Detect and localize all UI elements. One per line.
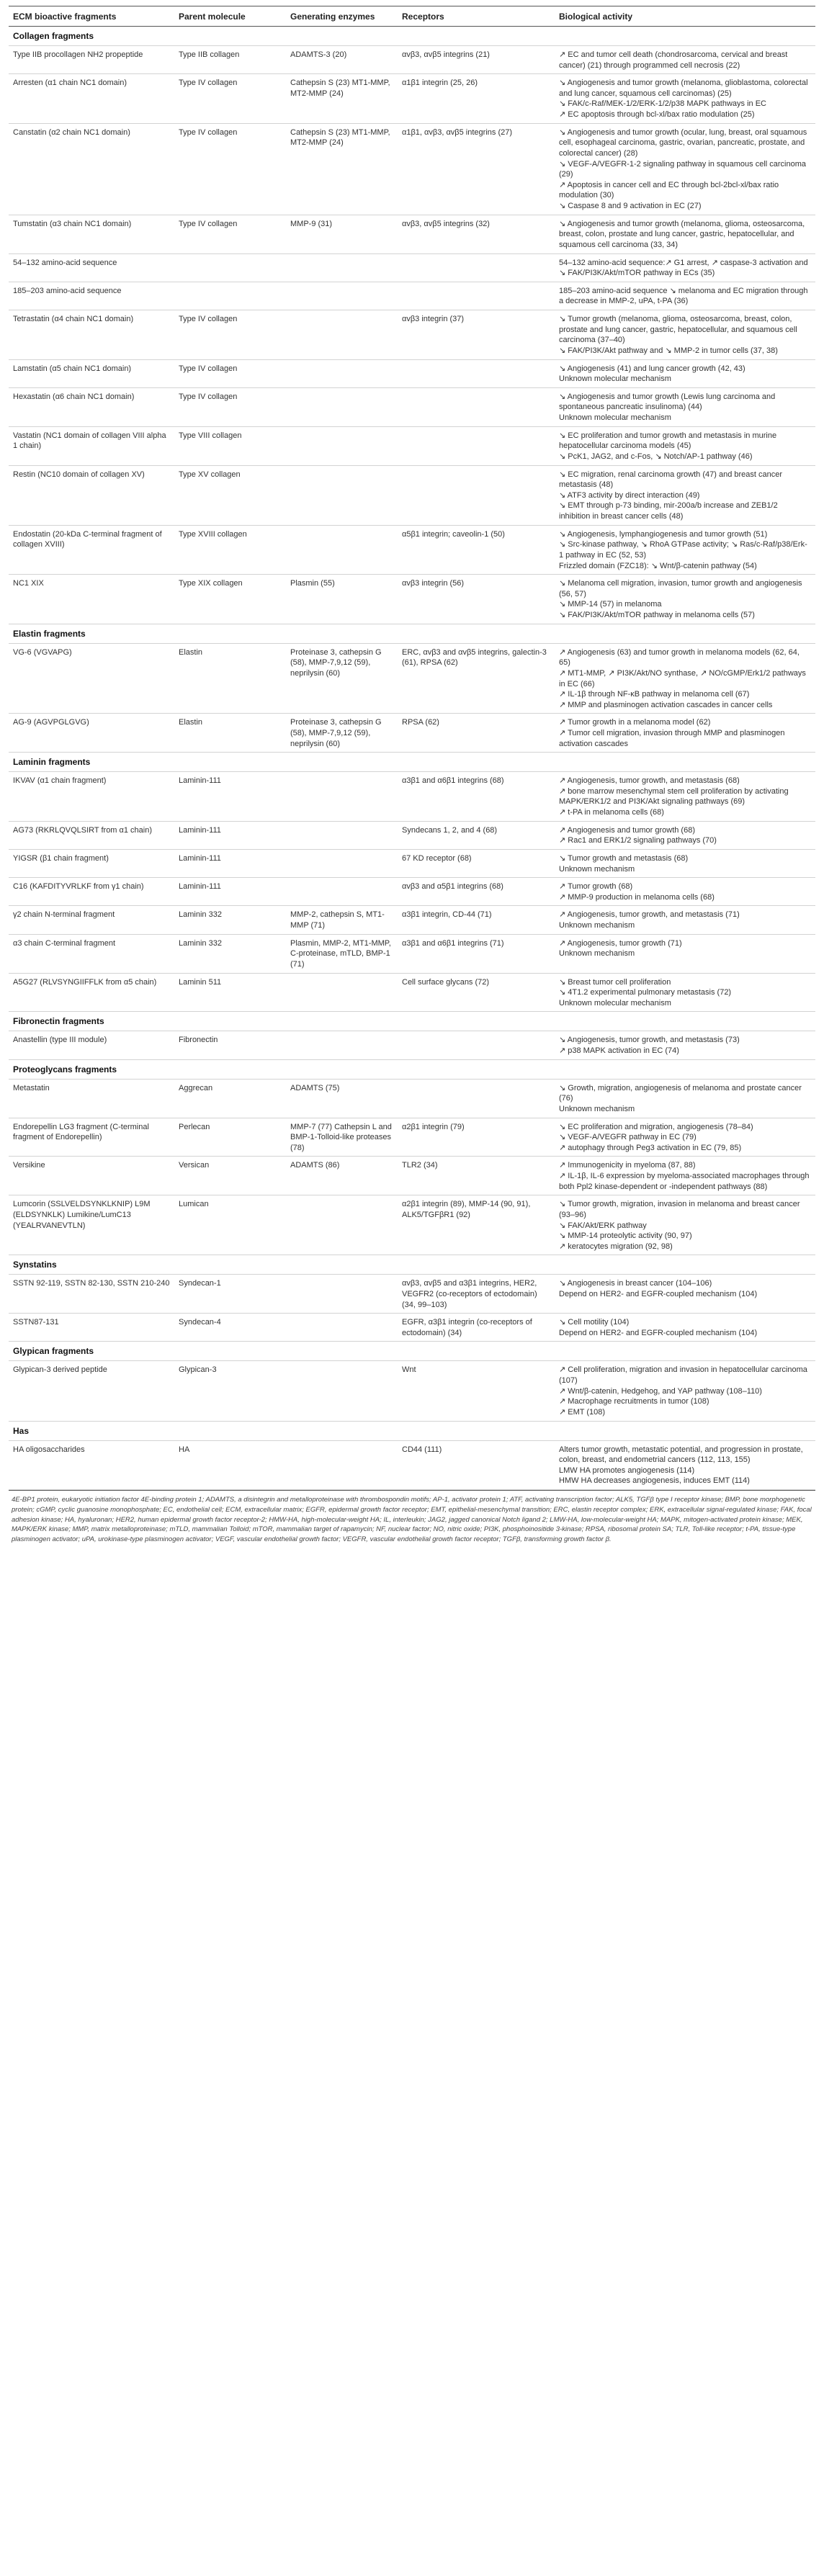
activity-line: ↗ t-PA in melanoma cells (68) — [559, 808, 664, 817]
activity-line: Unknown mechanism — [559, 864, 635, 874]
activity-line: ↗ bone marrow mesenchymal stem cell proliferation by activating MAPK/ERK1/2 and PI3K/Akt signaling pathways (69) — [559, 786, 789, 807]
cell-biological-activity — [555, 426, 815, 465]
activity-line: Unknown mechanism — [559, 1104, 635, 1113]
cell-biological-activity — [555, 849, 815, 877]
cell-generating-enzymes — [286, 1031, 398, 1059]
cell-parent-molecule: Type IV collagen — [174, 359, 286, 387]
section-title: Fibronectin fragments — [9, 1012, 815, 1031]
cell-biological-activity — [555, 1157, 815, 1195]
activity-line: 54–132 amino-acid sequence:↗ G1 arrest, ↗ caspase-3 activation and ↘ FAK/PI3K/Akt/mTOR pathway in ECs (35) — [559, 258, 808, 278]
cell-receptors — [398, 1031, 555, 1059]
section-row — [9, 27, 815, 46]
activity-line: ↘ FAK/PI3K/Akt pathway and ↘ MMP-2 in tumor cells (37, 38) — [559, 346, 778, 355]
section-row — [9, 624, 815, 643]
cell-biological-activity — [555, 906, 815, 934]
cell-generating-enzymes: MMP-9 (31) — [286, 215, 398, 253]
activity-line: ↘ EC migration, renal carcinoma growth (47) and breast cancer metastasis (48) — [559, 470, 783, 490]
cell-biological-activity — [555, 1361, 815, 1421]
cell-receptors: CD44 (111) — [398, 1440, 555, 1490]
cell-biological-activity — [555, 1314, 815, 1342]
activity-line: ↗ Angiogenesis, tumor growth, and metastasis (71) — [559, 910, 740, 920]
cell-fragment: SSTN87-131 — [9, 1314, 174, 1342]
activity-line: ↘ EMT through p-73 binding, mir-200a/b increase and ZEB1/2 inhibition in breast cancer cells (48) — [559, 501, 778, 521]
cell-parent-molecule: Perlecan — [174, 1118, 286, 1157]
cell-receptors — [398, 387, 555, 426]
activity-line: ↘ Breast tumor cell proliferation — [559, 977, 671, 987]
table-row — [9, 1031, 815, 1059]
activity-line: ↗ Tumor growth (68) — [559, 882, 633, 892]
activity-line: ↘ Angiogenesis and tumor growth (ocular, lung, breast, oral squamous cell, esophageal carcinoma, gastric, ovarian, pancreatic, prostate, and colorectal cancer) (28) — [559, 127, 807, 158]
activity-line: 185–203 amino-acid sequence ↘ melanoma and EC migration through a decrease in MMP-2, uPA, t-PA (36) — [559, 286, 808, 306]
activity-line: ↗ Cell proliferation, migration and invasion in hepatocellular carcinoma (107) — [559, 1365, 807, 1386]
cell-fragment: Tetrastatin (α4 chain NC1 domain) — [9, 310, 174, 360]
activity-line: ↗ Immunogenicity in myeloma (87, 88) — [559, 1161, 696, 1170]
cell-biological-activity — [555, 282, 815, 310]
activity-line: Unknown molecular mechanism — [559, 413, 671, 423]
activity-line: Depend on HER2- and EGFR-coupled mechanism (104) — [559, 1289, 758, 1298]
cell-fragment: Endostatin (20-kDa C-terminal fragment of collagen XVIII) — [9, 525, 174, 575]
activity-line: HMW HA decreases angiogenesis, induces EMT (114) — [559, 1476, 750, 1486]
cell-generating-enzymes — [286, 1314, 398, 1342]
table-row — [9, 849, 815, 877]
cell-generating-enzymes: ADAMTS (75) — [286, 1079, 398, 1118]
activity-line: ↘ Angiogenesis and tumor growth (melanoma, glioma, osteosarcoma, breast, colon, prostate and lung cancer, gastric, hepatocellular, and squamous cell carcinoma (33, 34) — [559, 219, 805, 249]
cell-parent-molecule — [174, 253, 286, 282]
cell-biological-activity — [555, 714, 815, 753]
table-row — [9, 1157, 815, 1195]
activity-line: ↘ 4T1.2 experimental pulmonary metastasis (72) — [559, 988, 732, 997]
table-row — [9, 714, 815, 753]
cell-receptors: αvβ3, αvβ5 integrins (21) — [398, 45, 555, 73]
table-row — [9, 1275, 815, 1314]
table-footnote: 4E-BP1 protein, eukaryotic initiation factor 4E-binding protein 1; ADAMTS, a disintegrin and metalloproteinase with thrombospondin motifs; AP-1, activator protein 1; ATF, activating transcription factor; ALK5, TGFβ type I receptor kinase; BMP, bone morphogenetic protein; cGMP, cyclic guanosine monophosphate; EC, endothelial cell; ECM, extracellular matrix; EGFR, epidermal growth factor receptor; EMT, epithelial-mesenchymal transition; ERC, elastin receptor complex; ERK, extracellular signal-regulated kinase; FAK, focal adhesion kinase; HA, hyaluronan; HER2, human epidermal growth factor receptor-2; HMW-HA, high-molecular-weight HA; IL, interleukin; JAG2, jagged canonical Notch ligand 2; LMW-HA, low-molecular-weight HA; MAPK, mitogen-activated protein kinase; MEK, MAPK/ERK kinase; MMP, matrix metalloproteinase; mTLD, mammalian Tolloid; mTOR, mammalian target of rapamycin; NF, nuclear factor; NO, nitric oxide; PI3K, phosphoinositide 3-kinase; RPSA, ribosomal protein SA; TLR, Toll-like receptor; t-PA, tissue-type plasminogen activator; uPA, urokinase-type plasminogen activator; VEGF, vascular endothelial growth factor; VEGFR, vascular endothelial growth factor receptor; TGFβ, transforming growth factor β. — [9, 1490, 815, 1545]
cell-receptors: α2β1 integrin (89), MMP-14 (90, 91), ALK5/TGFβR1 (92) — [398, 1195, 555, 1255]
activity-line: ↘ Angiogenesis and tumor growth (melanoma, glioblastoma, colorectal and lung cancer, squamous cell carcinomas) (25) — [559, 78, 808, 98]
cell-fragment: IKVAV (α1 chain fragment) — [9, 772, 174, 822]
activity-line: Unknown mechanism — [559, 921, 635, 930]
activity-line: ↘ MMP-14 proteolytic activity (90, 97) — [559, 1231, 692, 1241]
activity-line: ↘ Angiogenesis and tumor growth (Lewis lung carcinoma and spontaneous pancreatic insulinoma) (44) — [559, 392, 776, 412]
activity-line: Unknown molecular mechanism — [559, 374, 671, 384]
cell-fragment: Glypican-3 derived peptide — [9, 1361, 174, 1421]
table-row — [9, 906, 815, 934]
cell-generating-enzymes: Proteinase 3, cathepsin G (58), MMP-7,9,12 (59), neprilysin (60) — [286, 714, 398, 753]
section-title: Laminin fragments — [9, 753, 815, 772]
cell-biological-activity — [555, 643, 815, 714]
cell-parent-molecule — [174, 282, 286, 310]
section-row — [9, 1255, 815, 1275]
cell-fragment: SSTN 92-119, SSTN 82-130, SSTN 210-240 — [9, 1275, 174, 1314]
section-row — [9, 753, 815, 772]
activity-line: ↘ Tumor growth and metastasis (68) — [559, 853, 689, 863]
activity-line: ↘ VEGF-A/VEGFR pathway in EC (79) — [559, 1133, 697, 1142]
table-row — [9, 643, 815, 714]
cell-biological-activity — [555, 878, 815, 906]
cell-fragment: AG73 (RKRLQVQLSIRT from α1 chain) — [9, 821, 174, 849]
cell-biological-activity — [555, 1195, 815, 1255]
cell-fragment: α3 chain C-terminal fragment — [9, 934, 174, 973]
cell-generating-enzymes — [286, 426, 398, 465]
cell-biological-activity — [555, 45, 815, 73]
cell-parent-molecule: Syndecan-1 — [174, 1275, 286, 1314]
activity-line: ↘ Growth, migration, angiogenesis of melanoma and prostate cancer (76) — [559, 1083, 802, 1103]
activity-line: ↘ Cell motility (104) — [559, 1318, 630, 1327]
cell-fragment: Metastatin — [9, 1079, 174, 1118]
table-row — [9, 387, 815, 426]
header-fragments: ECM bioactive fragments — [9, 6, 174, 27]
activity-line: ↗ Macrophage recruitments in tumor (108) — [559, 1397, 709, 1406]
cell-biological-activity — [555, 1118, 815, 1157]
cell-fragment: Lumcorin (SSLVELDSYNKLKNIP) L9M (ELDSYNKLK) Lumikine/LumC13 (YEALRVANEVTLN) — [9, 1195, 174, 1255]
cell-receptors: αvβ3 and α5β1 integrins (68) — [398, 878, 555, 906]
cell-fragment: A5G27 (RLVSYNGIIFFLK from α5 chain) — [9, 973, 174, 1012]
cell-receptors — [398, 1079, 555, 1118]
cell-parent-molecule: Type XV collagen — [174, 465, 286, 525]
table-row — [9, 282, 815, 310]
activity-line: ↘ VEGF-A/VEGFR-1-2 signaling pathway in squamous cell carcinoma (29) — [559, 159, 807, 179]
cell-parent-molecule: Laminin 332 — [174, 906, 286, 934]
activity-line: ↘ Melanoma cell migration, invasion, tumor growth and angiogenesis (56, 57) — [559, 579, 802, 598]
cell-receptors: Wnt — [398, 1361, 555, 1421]
activity-line: ↘ MMP-14 (57) in melanoma — [559, 600, 662, 609]
cell-generating-enzymes — [286, 282, 398, 310]
cell-fragment: C16 (KAFDITYVRLKF from γ1 chain) — [9, 878, 174, 906]
activity-line: Frizzled domain (FZC18): ↘ Wnt/β-catenin pathway (54) — [559, 561, 757, 570]
cell-generating-enzymes: Cathepsin S (23) MT1-MMP, MT2-MMP (24) — [286, 74, 398, 124]
activity-line: ↗ EC apoptosis through bcl-xl/bax ratio modulation (25) — [559, 110, 755, 120]
activity-line: ↘ Angiogenesis, lymphangiogenesis and tumor growth (51) — [559, 529, 768, 539]
cell-generating-enzymes: Proteinase 3, cathepsin G (58), MMP-7,9,12 (59), neprilysin (60) — [286, 643, 398, 714]
cell-fragment: AG-9 (AGVPGLGVG) — [9, 714, 174, 753]
cell-generating-enzymes — [286, 465, 398, 525]
cell-biological-activity — [555, 123, 815, 215]
activity-line: ↘ FAK/c-Raf/MEK-1/2/ERK-1/2/p38 MAPK pathways in EC — [559, 99, 766, 109]
cell-parent-molecule: Aggrecan — [174, 1079, 286, 1118]
cell-generating-enzymes — [286, 359, 398, 387]
cell-parent-molecule: Laminin-111 — [174, 821, 286, 849]
activity-line: ↗ Angiogenesis, tumor growth (71) — [559, 938, 682, 948]
cell-generating-enzymes — [286, 849, 398, 877]
cell-biological-activity — [555, 465, 815, 525]
cell-fragment: VG-6 (VGVAPG) — [9, 643, 174, 714]
cell-generating-enzymes — [286, 772, 398, 822]
table-row — [9, 253, 815, 282]
cell-biological-activity — [555, 215, 815, 253]
section-title: Synstatins — [9, 1255, 815, 1275]
activity-line: Alters tumor growth, metastatic potential, and progression in prostate, colon, breast, and endometrial cancers (112, 113, 155) — [559, 1445, 803, 1465]
header-parent-molecule: Parent molecule — [174, 6, 286, 27]
cell-parent-molecule: Type IV collagen — [174, 215, 286, 253]
cell-generating-enzymes: Plasmin, MMP-2, MT1-MMP, C-proteinase, mTLD, BMP-1 (71) — [286, 934, 398, 973]
activity-line: ↗ MMP-9 production in melanoma cells (68) — [559, 892, 715, 902]
activity-line: ↗ EMT (108) — [559, 1407, 606, 1417]
activity-line: ↘ Angiogenesis (41) and lung cancer growth (42, 43) — [559, 364, 745, 373]
table-row — [9, 821, 815, 849]
section-row — [9, 1012, 815, 1031]
cell-generating-enzymes: MMP-2, cathepsin S, MT1-MMP (71) — [286, 906, 398, 934]
table-body — [9, 27, 815, 1490]
activity-line: ↗ Angiogenesis (63) and tumor growth in melanoma models (62, 64, 65) — [559, 647, 800, 668]
header-receptors: Receptors — [398, 6, 555, 27]
cell-fragment: Hexastatin (α6 chain NC1 domain) — [9, 387, 174, 426]
cell-fragment: Versikine — [9, 1157, 174, 1195]
cell-receptors: α3β1 and α6β1 integrins (68) — [398, 772, 555, 822]
cell-biological-activity — [555, 310, 815, 360]
cell-biological-activity — [555, 934, 815, 973]
cell-parent-molecule: Laminin 511 — [174, 973, 286, 1012]
activity-line: ↘ Angiogenesis in breast cancer (104–106) — [559, 1279, 712, 1288]
cell-parent-molecule: Lumican — [174, 1195, 286, 1255]
table-row — [9, 45, 815, 73]
activity-line: ↘ Src-kinase pathway, ↘ RhoA GTPase activity; ↘ Ras/c-Raf/p38/Erk-1 pathway in EC (52, 53) — [559, 540, 807, 560]
section-title: Has — [9, 1421, 815, 1440]
table-row — [9, 878, 815, 906]
cell-parent-molecule: HA — [174, 1440, 286, 1490]
cell-parent-molecule: Type IV collagen — [174, 387, 286, 426]
cell-parent-molecule: Type IV collagen — [174, 310, 286, 360]
cell-receptors — [398, 426, 555, 465]
section-row — [9, 1059, 815, 1079]
cell-receptors: Cell surface glycans (72) — [398, 973, 555, 1012]
cell-parent-molecule: Type IV collagen — [174, 74, 286, 124]
section-row — [9, 1421, 815, 1440]
activity-line: Unknown mechanism — [559, 949, 635, 959]
table-row — [9, 1079, 815, 1118]
cell-fragment: YIGSR (β1 chain fragment) — [9, 849, 174, 877]
cell-fragment: HA oligosaccharides — [9, 1440, 174, 1490]
table-row — [9, 426, 815, 465]
cell-receptors: α1β1 integrin (25, 26) — [398, 74, 555, 124]
cell-receptors — [398, 465, 555, 525]
section-title: Collagen fragments — [9, 27, 815, 46]
activity-line: ↗ MT1-MMP, ↗ PI3K/Akt/NO synthase, ↗ NO/cGMP/Erk1/2 pathways in EC (66) — [559, 668, 806, 688]
cell-fragment: NC1 XIX — [9, 575, 174, 624]
cell-biological-activity — [555, 1440, 815, 1490]
cell-generating-enzymes — [286, 1195, 398, 1255]
section-title: Glypican fragments — [9, 1342, 815, 1361]
cell-fragment: Anastellin (type III module) — [9, 1031, 174, 1059]
activity-line: ↗ IL-1β through NF-κB pathway in melanoma cell (67) — [559, 690, 750, 699]
cell-biological-activity — [555, 1275, 815, 1314]
cell-generating-enzymes: ADAMTS-3 (20) — [286, 45, 398, 73]
cell-receptors: ERC, αvβ3 and αvβ5 integrins, galectin-3 (61), RPSA (62) — [398, 643, 555, 714]
activity-line: ↘ ATF3 activity by direct interaction (49) — [559, 490, 700, 500]
cell-receptors: Syndecans 1, 2, and 4 (68) — [398, 821, 555, 849]
section-title: Proteoglycans fragments — [9, 1059, 815, 1079]
cell-generating-enzymes — [286, 1440, 398, 1490]
cell-parent-molecule: Elastin — [174, 643, 286, 714]
cell-parent-molecule: Glypican-3 — [174, 1361, 286, 1421]
cell-generating-enzymes — [286, 525, 398, 575]
cell-receptors: RPSA (62) — [398, 714, 555, 753]
document — [9, 6, 815, 1545]
cell-biological-activity — [555, 359, 815, 387]
activity-line: ↘ EC proliferation and tumor growth and metastasis in murine hepatocellular carcinoma models (45) — [559, 431, 777, 451]
table-row — [9, 1440, 815, 1490]
cell-generating-enzymes: MMP-7 (77) Cathepsin L and BMP-1-Tolloid-like proteases (78) — [286, 1118, 398, 1157]
table-row — [9, 1195, 815, 1255]
activity-line: ↘ PcK1, JAG2, and c-Fos, ↘ Notch/AP-1 pathway (46) — [559, 452, 753, 461]
cell-receptors: αvβ3, αvβ5 and α3β1 integrins, HER2, VEGFR2 (co-receptors of ectodomain) (34, 99–103) — [398, 1275, 555, 1314]
cell-receptors — [398, 253, 555, 282]
table-row — [9, 123, 815, 215]
table-row — [9, 359, 815, 387]
cell-biological-activity — [555, 74, 815, 124]
activity-line: ↗ Rac1 and ERK1/2 signaling pathways (70) — [559, 836, 717, 845]
cell-fragment: Canstatin (α2 chain NC1 domain) — [9, 123, 174, 215]
table-row — [9, 1314, 815, 1342]
cell-parent-molecule: Elastin — [174, 714, 286, 753]
activity-line: ↗ Angiogenesis, tumor growth, and metastasis (68) — [559, 776, 740, 786]
cell-biological-activity — [555, 821, 815, 849]
table-row — [9, 215, 815, 253]
cell-generating-enzymes — [286, 878, 398, 906]
activity-line: ↗ p38 MAPK activation in EC (74) — [559, 1046, 679, 1056]
table-row — [9, 1361, 815, 1421]
cell-receptors — [398, 359, 555, 387]
cell-parent-molecule: Fibronectin — [174, 1031, 286, 1059]
cell-generating-enzymes — [286, 310, 398, 360]
activity-line: ↗ autophagy through Peg3 activation in EC (79, 85) — [559, 1143, 742, 1152]
cell-generating-enzymes: ADAMTS (86) — [286, 1157, 398, 1195]
activity-line: ↘ FAK/PI3K/Akt/mTOR pathway in melanoma cells (57) — [559, 611, 755, 620]
cell-receptors: α3β1 integrin, CD-44 (71) — [398, 906, 555, 934]
cell-generating-enzymes — [286, 1361, 398, 1421]
activity-line: ↘ EC proliferation and migration, angiogenesis (78–84) — [559, 1122, 753, 1131]
cell-receptors — [398, 282, 555, 310]
cell-parent-molecule: Type IIB collagen — [174, 45, 286, 73]
cell-receptors: α3β1 and α6β1 integrins (71) — [398, 934, 555, 973]
cell-parent-molecule: Type IV collagen — [174, 123, 286, 215]
header-generating-enzymes: Generating enzymes — [286, 6, 398, 27]
activity-line: ↗ Apoptosis in cancer cell and EC through bcl-2bcl-xl/bax ratio modulation (30) — [559, 180, 779, 200]
cell-parent-molecule: Laminin-111 — [174, 849, 286, 877]
cell-receptors: α2β1 integrin (79) — [398, 1118, 555, 1157]
activity-line: Depend on HER2- and EGFR-coupled mechanism (104) — [559, 1328, 758, 1337]
cell-fragment: Arresten (α1 chain NC1 domain) — [9, 74, 174, 124]
cell-biological-activity — [555, 973, 815, 1012]
cell-parent-molecule: Laminin-111 — [174, 878, 286, 906]
section-title: Elastin fragments — [9, 624, 815, 643]
table-row — [9, 525, 815, 575]
cell-receptors: αvβ3 integrin (37) — [398, 310, 555, 360]
cell-fragment: Endorepellin LG3 fragment (C-terminal fragment of Endorepellin) — [9, 1118, 174, 1157]
cell-fragment: γ2 chain N-terminal fragment — [9, 906, 174, 934]
cell-parent-molecule: Laminin 332 — [174, 934, 286, 973]
cell-fragment: Lamstatin (α5 chain NC1 domain) — [9, 359, 174, 387]
table-row — [9, 310, 815, 360]
section-row — [9, 1342, 815, 1361]
activity-line: ↗ Tumor growth in a melanoma model (62) — [559, 718, 711, 727]
cell-fragment: Restin (NC10 domain of collagen XV) — [9, 465, 174, 525]
table-row — [9, 465, 815, 525]
table-header — [9, 6, 815, 27]
activity-line: ↗ Angiogenesis and tumor growth (68) — [559, 825, 695, 835]
activity-line: ↗ IL-1β, IL-6 expression by myeloma-associated macrophages through both Ppl2 kinase-dependent or -independent pathways (88) — [559, 1172, 810, 1191]
cell-biological-activity — [555, 575, 815, 624]
cell-biological-activity — [555, 253, 815, 282]
cell-fragment: Vastatin (NC1 domain of collagen VIII alpha 1 chain) — [9, 426, 174, 465]
activity-line: ↘ Tumor growth (melanoma, glioma, osteosarcoma, breast, colon, prostate and lung cancer, gastric, hepatocellular, and squamous cell carcinoma (37–40) — [559, 315, 797, 345]
cell-receptors: αvβ3, αvβ5 integrins (32) — [398, 215, 555, 253]
table-row — [9, 575, 815, 624]
cell-parent-molecule: Type XIX collagen — [174, 575, 286, 624]
table-row — [9, 973, 815, 1012]
activity-line: Unknown molecular mechanism — [559, 998, 671, 1007]
header-biological-activity: Biological activity — [555, 6, 815, 27]
activity-line: ↘ Caspase 8 and 9 activation in EC (27) — [559, 202, 702, 211]
cell-parent-molecule: Syndecan-4 — [174, 1314, 286, 1342]
table-row — [9, 1118, 815, 1157]
cell-biological-activity — [555, 1079, 815, 1118]
cell-generating-enzymes: Plasmin (55) — [286, 575, 398, 624]
table-row — [9, 934, 815, 973]
activity-line: ↘ Angiogenesis, tumor growth, and metastasis (73) — [559, 1036, 740, 1045]
cell-parent-molecule: Versican — [174, 1157, 286, 1195]
cell-generating-enzymes — [286, 253, 398, 282]
table-row — [9, 772, 815, 822]
cell-biological-activity — [555, 387, 815, 426]
cell-fragment: 185–203 amino-acid sequence — [9, 282, 174, 310]
cell-receptors: α1β1, αvβ3, αvβ5 integrins (27) — [398, 123, 555, 215]
cell-biological-activity — [555, 772, 815, 822]
cell-receptors: 67 KD receptor (68) — [398, 849, 555, 877]
cell-receptors: αvβ3 integrin (56) — [398, 575, 555, 624]
activity-line: LMW HA promotes angiogenesis (114) — [559, 1466, 695, 1475]
cell-biological-activity — [555, 1031, 815, 1059]
activity-line: ↗ EC and tumor cell death (chondrosarcoma, cervical and breast cancer) (21) through programmed cell necrosis (22) — [559, 50, 788, 70]
ecm-fragments-table — [9, 6, 815, 1490]
activity-line: ↘ FAK/Akt/ERK pathway — [559, 1221, 647, 1230]
activity-line: ↗ MMP and plasminogen activation cascades in cancer cells — [559, 700, 773, 709]
cell-fragment: 54–132 amino-acid sequence — [9, 253, 174, 282]
cell-parent-molecule: Type VIII collagen — [174, 426, 286, 465]
cell-parent-molecule: Laminin-111 — [174, 772, 286, 822]
cell-fragment: Tumstatin (α3 chain NC1 domain) — [9, 215, 174, 253]
activity-line: ↗ Tumor cell migration, invasion through MMP and plasminogen activation cascades — [559, 729, 785, 748]
table-row — [9, 74, 815, 124]
cell-generating-enzymes — [286, 387, 398, 426]
cell-parent-molecule: Type XVIII collagen — [174, 525, 286, 575]
activity-line: ↘ Tumor growth, migration, invasion in melanoma and breast cancer (93–96) — [559, 1200, 800, 1219]
cell-biological-activity — [555, 525, 815, 575]
cell-fragment: Type IIB procollagen NH2 propeptide — [9, 45, 174, 73]
cell-generating-enzymes — [286, 973, 398, 1012]
cell-generating-enzymes — [286, 1275, 398, 1314]
cell-generating-enzymes — [286, 821, 398, 849]
cell-generating-enzymes: Cathepsin S (23) MT1-MMP, MT2-MMP (24) — [286, 123, 398, 215]
cell-receptors: α5β1 integrin; caveolin-1 (50) — [398, 525, 555, 575]
cell-receptors: EGFR, α3β1 integrin (co-receptors of ectodomain) (34) — [398, 1314, 555, 1342]
cell-receptors: TLR2 (34) — [398, 1157, 555, 1195]
activity-line: ↗ Wnt/β-catenin, Hedgehog, and YAP pathway (108–110) — [559, 1386, 762, 1396]
activity-line: ↗ keratocytes migration (92, 98) — [559, 1242, 673, 1251]
